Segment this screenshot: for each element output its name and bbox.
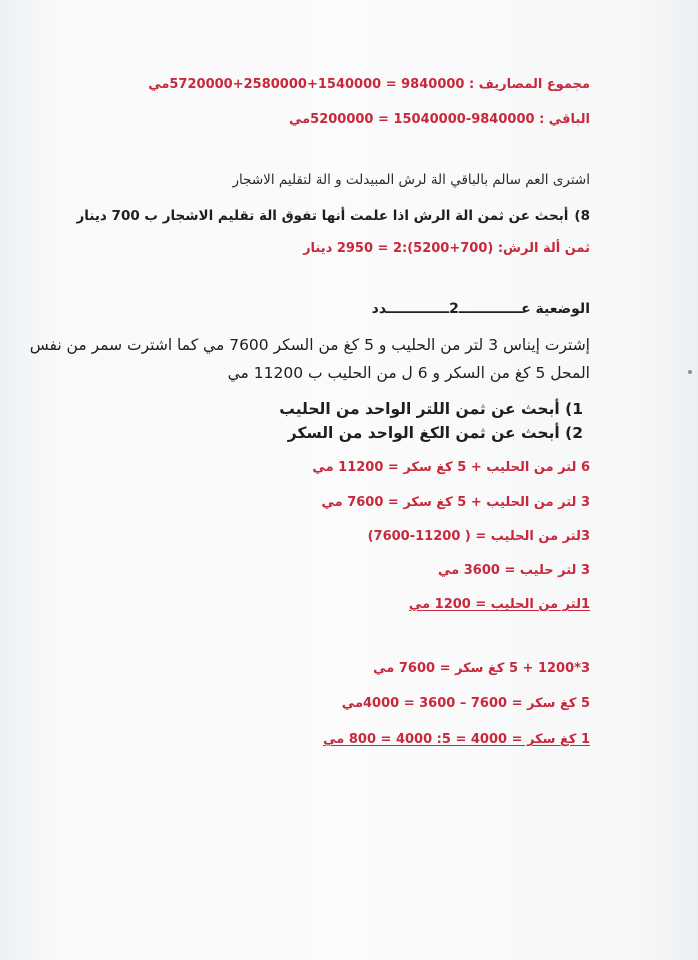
solution-step-4: 3 لتر حليب = 3600 مي	[438, 563, 590, 578]
question-8	[76, 207, 590, 225]
question-1: 1) أبحث عن ثمن اللتر الواحد من الحليب	[279, 400, 583, 418]
question-8-number: 8)	[574, 208, 590, 224]
solution-step-7: 5 كغ سكر = 7600 – 3600 = 4000مي	[341, 696, 590, 711]
sprayer-price-answer: ثمن ألة الرش: (700+5200):2 = 2950 دينار	[303, 241, 590, 256]
question-8-text: أبحث عن ثمن الة الرش اذا علمت أنها تفوق الة تقليم الاشجار ب 700 دينار	[76, 208, 569, 224]
sugar-unit-price-answer: 1 كغ سكر = 4000 = 5: 4000 = 800 مي	[323, 732, 590, 747]
solution-step-1: 6 لتر من الحليب + 5 كغ سكر = 11200 مي	[312, 460, 590, 475]
solution-step-6: 3*1200 + 5 كغ سكر = 7600 مي	[373, 661, 590, 676]
paper-speck	[688, 370, 692, 374]
milk-unit-price-answer: 1لتر من الحليب = 1200 مي	[408, 597, 590, 612]
purchase-statement: اشترى العم سالم بالباقي الة لرش المبيدلت و الة لتقليم الاشجار	[232, 172, 590, 188]
solution-step-2: 3 لتر من الحليب + 5 كغ سكر = 7600 مي	[321, 495, 590, 510]
problem-statement-line2: المحل 5 كغ من السكر و 6 ل من الحليب ب 11200 مي	[227, 364, 590, 382]
situation-heading: الوضعية عـــــــــــــ2ـــــــــــــدد	[371, 301, 590, 317]
question-2: 2) أبحث عن ثمن الكغ الواحد من السكر	[287, 424, 583, 442]
expenses-total-line: مجموع المصاريف : 9840000 = 1540000+2580000+5720000مي	[148, 77, 590, 92]
problem-statement-line1: إشترت إيناس 3 لتر من الحليب و 5 كغ من السكر 7600 مي كما اشترت سمر من نفس	[29, 336, 590, 354]
remaining-amount-line: الباقي : 9840000-15040000 = 5200000مي	[288, 112, 590, 127]
solution-step-3: 3لتر من الحليب = ( 11200-7600)	[367, 529, 590, 544]
